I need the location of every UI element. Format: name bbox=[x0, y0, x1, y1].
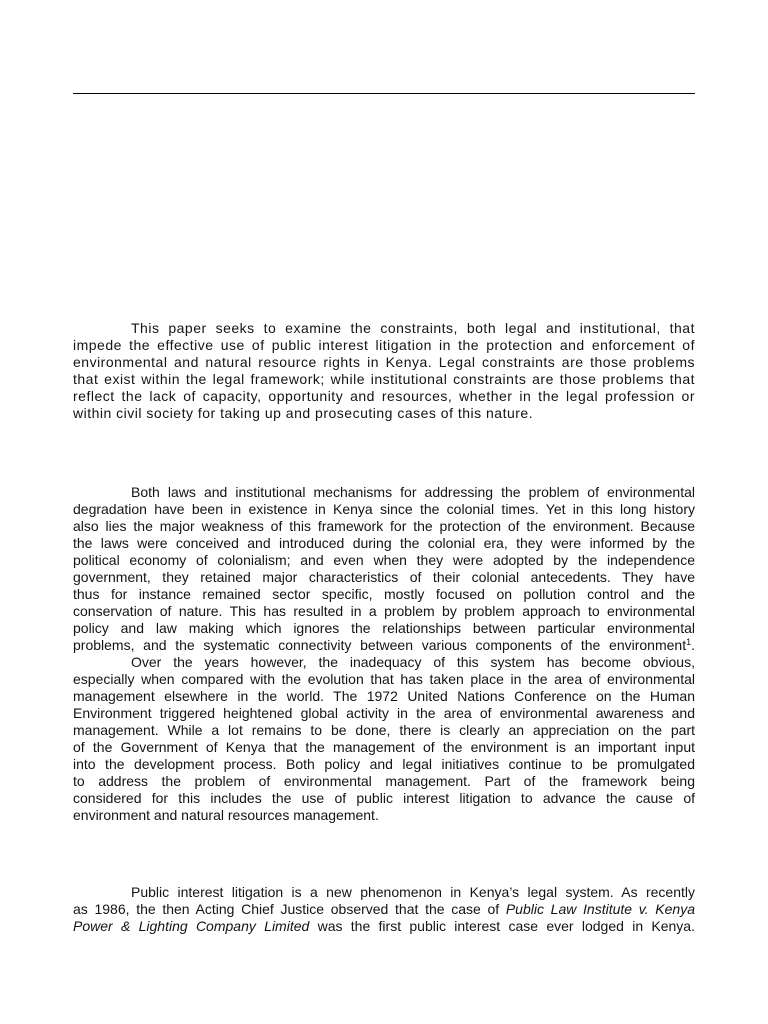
text-line: that exist within the legal framework; while institutional constraints are those problems that bbox=[73, 371, 695, 387]
text-run: was the first public interest case ever lodged in Kenya. bbox=[309, 918, 695, 934]
paragraph-4 bbox=[73, 884, 695, 935]
text-line: into the development process. Both policy and legal initiatives continue to be promulgated bbox=[73, 756, 695, 772]
text-line: degradation have been in existence in Kenya since the colonial times. Yet in this long history bbox=[73, 501, 695, 517]
case-name: Public Law Institute v. Kenya bbox=[505, 901, 695, 917]
text-line: policy and law making which ignores the relationships between particular environmental bbox=[73, 620, 695, 636]
text-line: conservation of nature. This has resulted in a problem by problem approach to environmental bbox=[73, 603, 695, 619]
text-line: Public interest litigation is a new phenomenon in Kenya’s legal system. As recently bbox=[131, 884, 695, 900]
text-line: also lies the major weakness of this framework for the protection of the environment. Because bbox=[73, 518, 695, 534]
paragraph-1 bbox=[73, 320, 695, 422]
text-line: political economy of colonialism; and even when they were adopted by the independence bbox=[73, 552, 695, 568]
text-line: especially when compared with the evolution that has taken place in the area of environmental bbox=[73, 671, 695, 687]
text-line bbox=[73, 901, 695, 918]
text-line: within civil society for taking up and prosecuting cases of this nature. bbox=[73, 405, 534, 421]
text-line: Both laws and institutional mechanisms for addressing the problem of environmental bbox=[131, 484, 695, 500]
paragraph-2 bbox=[73, 484, 695, 654]
text-line: of the Government of Kenya that the management of the environment is an important input bbox=[73, 739, 695, 755]
text-run: as 1986, the then Acting Chief Justice observed that the case of bbox=[73, 901, 506, 917]
paragraph-3 bbox=[73, 654, 695, 824]
footnote-marker: 1 bbox=[686, 637, 692, 647]
text-line: management elsewhere in the world. The 1972 United Nations Conference on the Human bbox=[73, 688, 695, 704]
text-line: government, they retained major characteristics of their colonial antecedents. They have bbox=[73, 569, 695, 585]
text-run: problems, and the systematic connectivity between various components of the environment bbox=[73, 637, 687, 653]
text-line: environmental and natural resource rights in Kenya. Legal constraints are those problems bbox=[73, 354, 695, 370]
text-line: Environment triggered heightened global activity in the area of environmental awareness and bbox=[73, 705, 695, 721]
text-line: thus for instance remained sector specific, mostly focused on pollution control and the bbox=[73, 586, 695, 602]
horizontal-rule bbox=[73, 93, 695, 94]
text-line: management. While a lot remains to be done, there is clearly an appreciation on the part bbox=[73, 722, 695, 738]
text-line: considered for this includes the use of public interest litigation to advance the cause of bbox=[73, 790, 695, 806]
text-line: This paper seeks to examine the constraints, both legal and institutional, that bbox=[131, 320, 695, 336]
text-line: to address the problem of environmental management. Part of the framework being bbox=[73, 773, 695, 789]
text-line: reflect the lack of capacity, opportunity and resources, whether in the legal profession or bbox=[73, 388, 695, 404]
text-run: . bbox=[691, 637, 695, 653]
case-name: Power & Lighting Company Limited bbox=[73, 918, 310, 934]
text-line bbox=[73, 918, 695, 935]
text-line: Over the years however, the inadequacy of this system has become obvious, bbox=[131, 654, 695, 670]
text-line: impede the effective use of public interest litigation in the protection and enforcement of bbox=[73, 337, 695, 353]
text-line: environment and natural resources management. bbox=[73, 807, 379, 823]
text-line: the laws were conceived and introduced during the colonial era, they were informed by the bbox=[73, 535, 695, 551]
text-line bbox=[73, 637, 695, 654]
